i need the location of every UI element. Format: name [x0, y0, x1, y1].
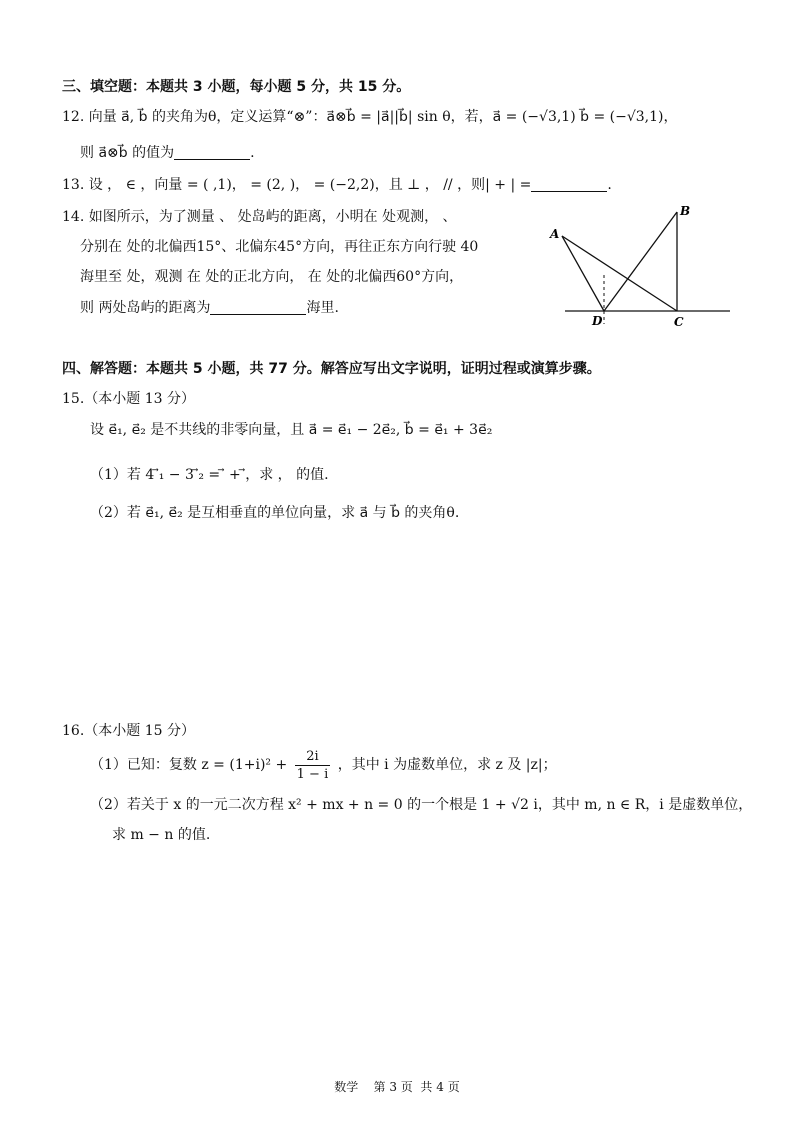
- q12-answer-blank[interactable]: [174, 145, 250, 160]
- q13-line: 13. 设 ， ∈ ，向量 = ( ,1)， = (2, )， = (−2,2)，且 ⊥ ， // ，则| + | = .: [62, 177, 612, 193]
- q15-title: 15.（本小题 13 分）: [62, 391, 195, 407]
- page-footer: 数学 第 3 页 共 4 页: [334, 1080, 460, 1094]
- q14-line-1: 14. 如图所示，为了测量 、 处岛屿的距离，小明在 处观测， 、: [62, 209, 457, 225]
- q14-text: 则 两处岛屿的距离为: [80, 300, 211, 316]
- fraction-numerator: 2i: [306, 749, 319, 764]
- label-a: A: [550, 227, 560, 241]
- q15-part-2: （2）若 e⃗₁, e⃗₂ 是互相垂直的单位向量，求 a⃗ 与 b⃗ 的夹角θ.: [90, 505, 460, 521]
- q16-part-1: （1）已知：复数 z = (1+i)² + $\frac{2i}{1 - i}$ ，其中 i 为虚数单位，求 z 及 |z|；: [90, 749, 557, 782]
- q15-intro: 设 e⃗₁, e⃗₂ 是不共线的非零向量，且 a⃗ = e⃗₁ − 2e⃗₂, b⃗ = e⃗₁ + 3e⃗₂: [90, 422, 493, 438]
- label-d: D: [592, 314, 603, 328]
- label-b: B: [680, 204, 691, 218]
- q12-line-1: 12. 向量 a⃗, b⃗ 的夹角为θ，定义运算“⊗”：a⃗⊗b⃗ = |a⃗||b⃗| sin θ，若，a⃗ = (−√3,1) b⃗ = (−√3,1)，: [62, 109, 678, 125]
- label-c: C: [674, 315, 684, 329]
- q14-line-4: 则 两处岛屿的距离为 海里.: [80, 300, 339, 316]
- q12-line-2: 则 a⃗⊗b⃗ 的值为 .: [80, 145, 255, 161]
- q13-text: 13. 设 ， ∈ ，向量 = ( ,1)， = (2, )， = (−2,2)，且 ⊥ ， // ，则| + | =: [62, 177, 532, 193]
- segment-ac: [562, 236, 677, 311]
- q15-part-1: （1）若 4 ⃗₁ − 3 ⃗₂ = ⃗ + ⃗，求 ， 的值.: [90, 467, 329, 483]
- q12-text: 则 a⃗⊗b⃗ 的值为: [80, 145, 175, 161]
- q13-answer-blank[interactable]: [531, 177, 607, 192]
- q14-line-3: 海里至 处，观测 在 处的正北方向， 在 处的北偏西60°方向，: [80, 269, 464, 285]
- q16-title: 16.（本小题 15 分）: [62, 723, 195, 739]
- q16-part-2-line-1: （2）若关于 x 的一元二次方程 x² + mx + n = 0 的一个根是 1 + √2 i，其中 m, n ∈ R，i 是虚数单位，: [90, 797, 753, 813]
- section-4-heading: 四、解答题：本题共 5 小题，共 77 分。解答应写出文字说明，证明过程或演算步骤。: [62, 361, 601, 377]
- section-3-heading: 三、填空题：本题共 3 小题，每小题 5 分，共 15 分。: [62, 79, 411, 95]
- q14-answer-blank[interactable]: [210, 300, 306, 315]
- fraction-denominator: 1 − i: [296, 767, 329, 782]
- segment-db: [604, 212, 677, 311]
- q16-part-2-line-2: 求 m − n 的值.: [112, 827, 211, 843]
- q16-fraction: [295, 750, 331, 781]
- island-diagram: [540, 200, 740, 335]
- q14-line-2: 分别在 处的北偏西15°、北偏东45°方向，再往正东方向行驶 40: [80, 239, 479, 255]
- segment-ad: [562, 236, 604, 311]
